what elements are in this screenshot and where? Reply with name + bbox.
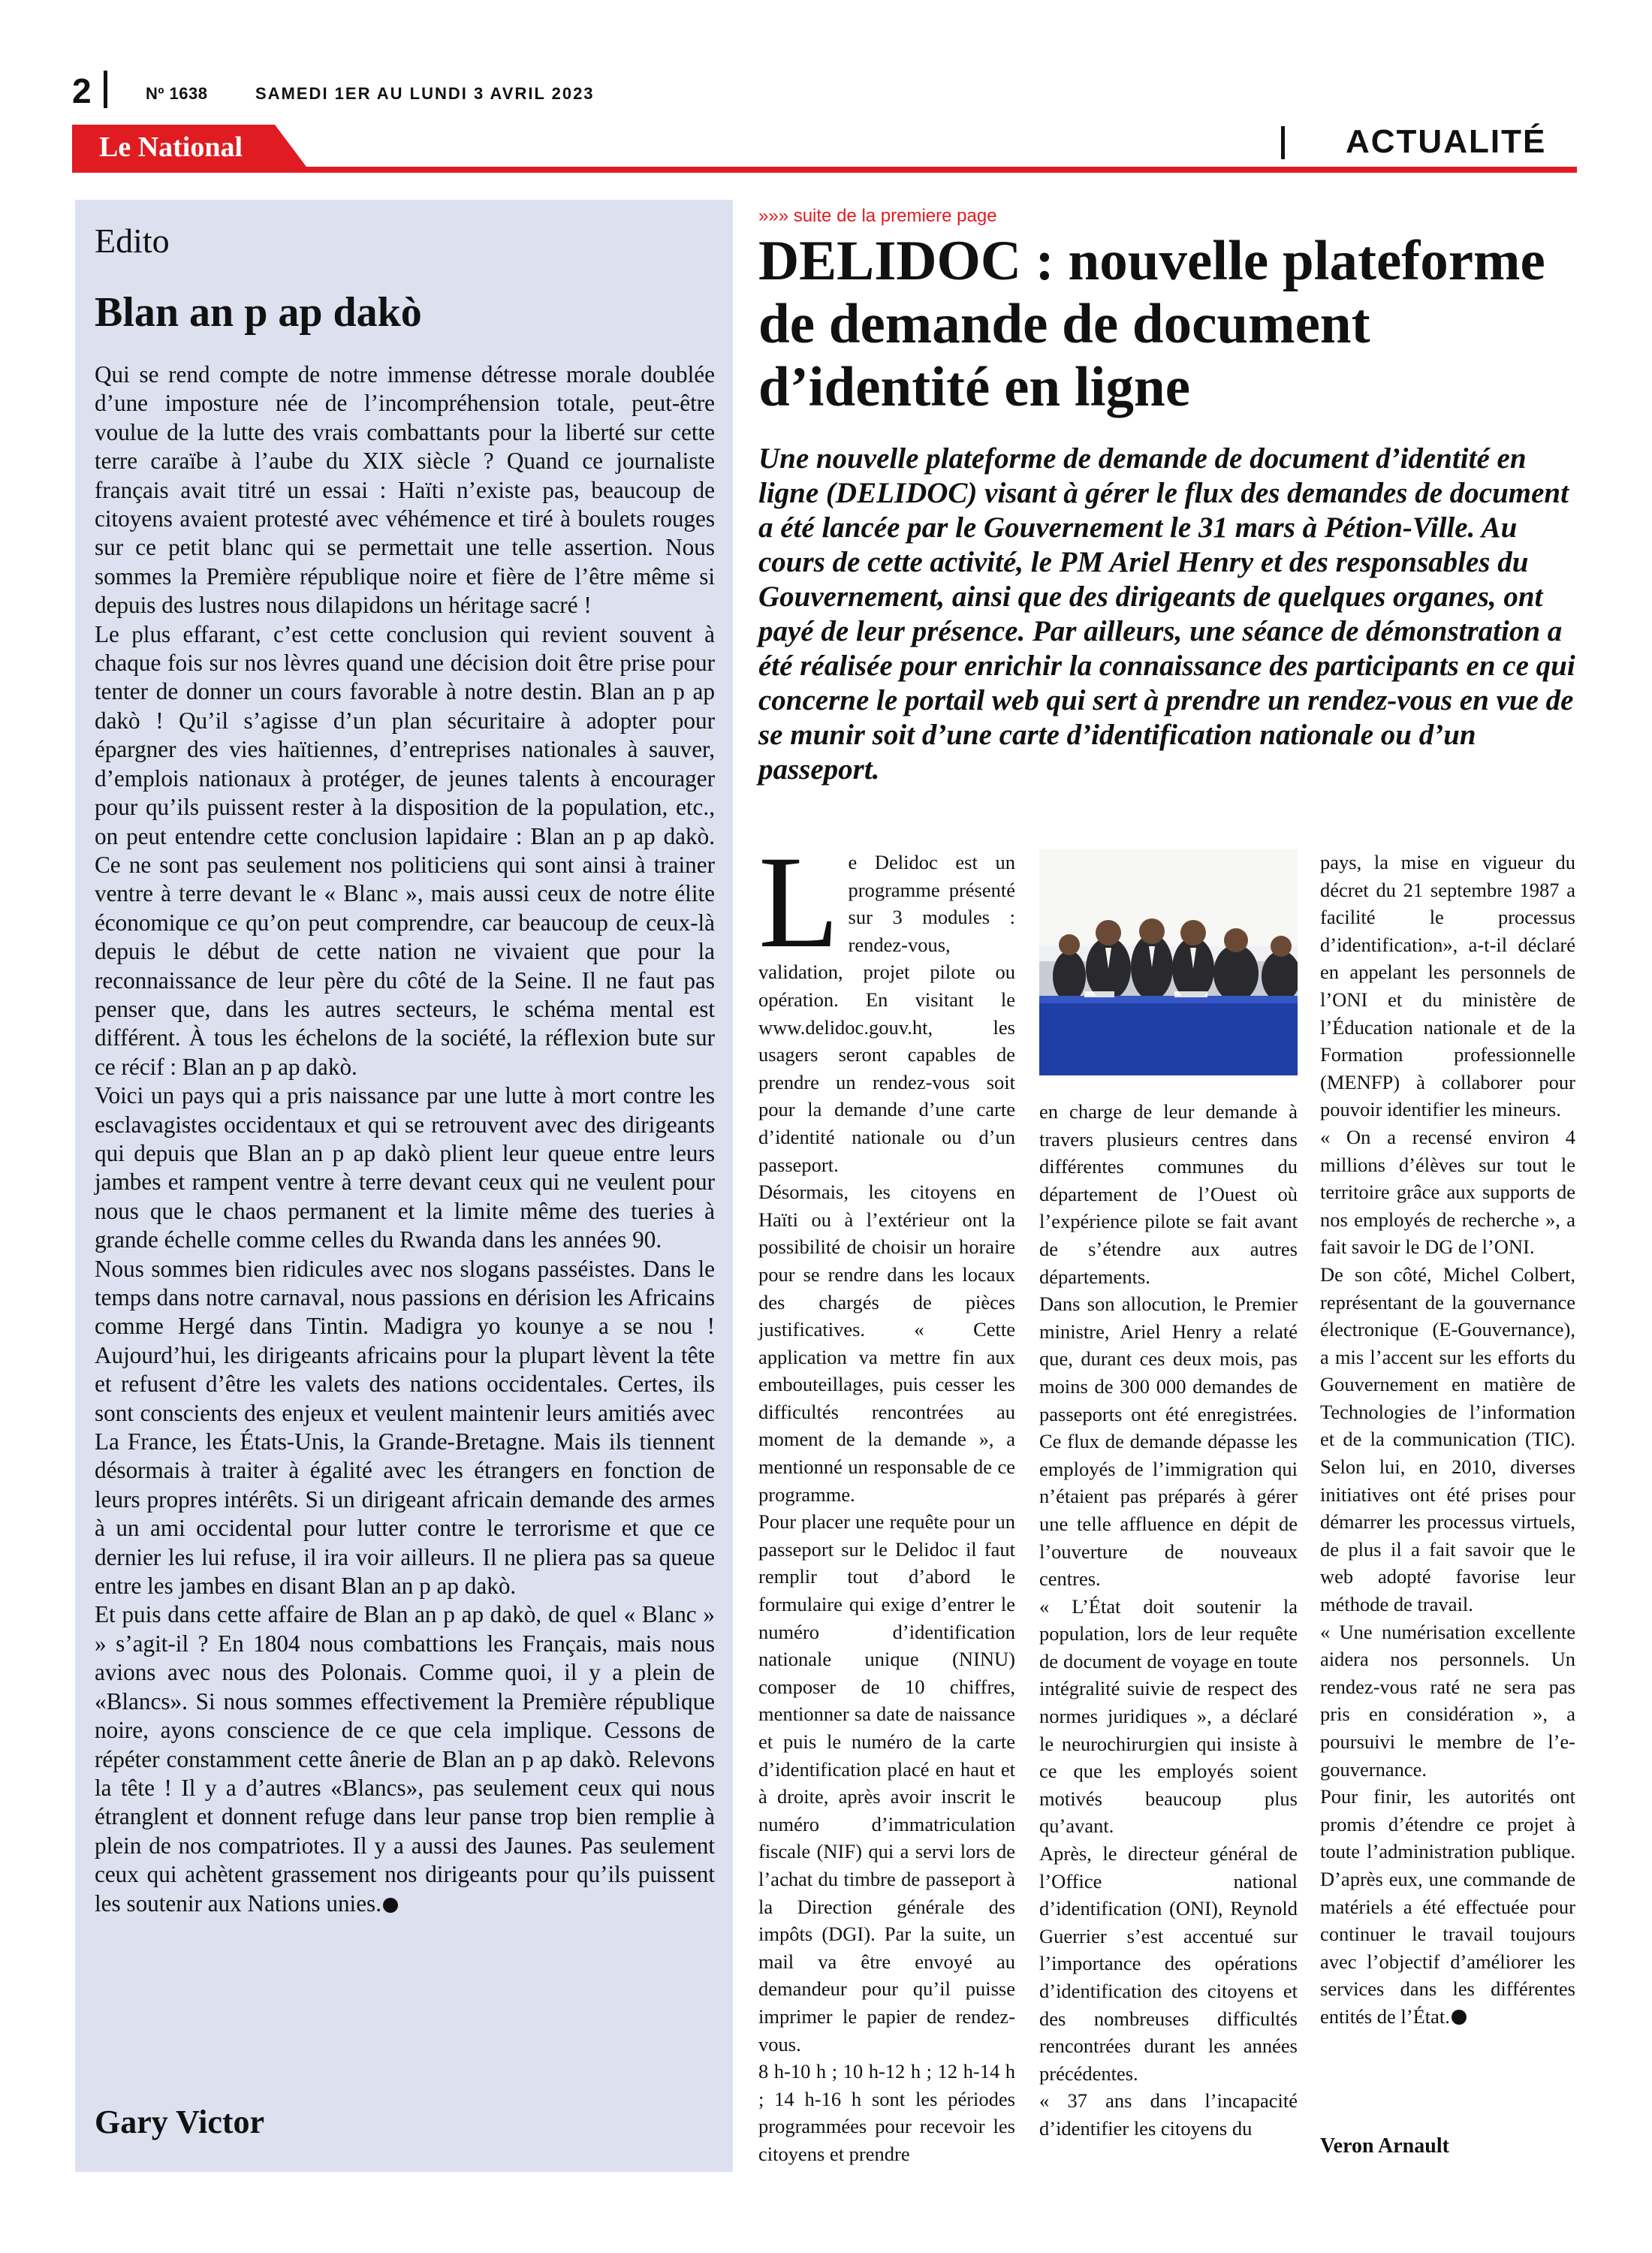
article-paragraph: en charge de leur demande à travers plusieurs centres dans différentes communes du département de l’Ouest où l’expérience pilote se fait avant de s’étendre aux autres départements. [1039, 1100, 1298, 1288]
edito-title: Blan an p ap dakò [95, 289, 422, 336]
edito-author: Gary Victor [95, 2104, 265, 2140]
end-mark-icon [383, 1898, 398, 1913]
article-paragraph: Pour finir, les autorités ont promis d’étendre ce projet à toute l’administration publique. D’après eux, une commande de matériels a été effectuée pour continuer le travail toujours avec l’objectif d’améliorer les services dans les différentes entités de l’État. [1320, 1785, 1575, 2028]
article-headline: DELIDOC : nouvelle plateforme de demande de document d’identité en ligne [758, 230, 1545, 418]
article-column-1 [758, 829, 1015, 2168]
article-paragraph: Pour placer une requête pour un passeport sur le Delidoc il faut remplir tout d’abord le formulaire qui exige d’entrer le numéro d’identification nationale unique (NINU) composer de 10 chiffres, mentionner sa date de naissance et puis le numéro de la carte d’identification placé en haut et à droite, après avoir inscrit le numéro d’immatriculation fiscale (NIF) qui a servi lors de l’achat du timbre de passeport à la Direction générale des impôts (DGI). Par la suite, un mail va être envoyé au demandeur pour qu’il puisse imprimer le papier de rendez-vous. [758, 1510, 1015, 2055]
issue-number: Nº 1638 [146, 84, 208, 103]
continuation-kicker: »»» suite de la premiere page [758, 206, 997, 226]
edito-paragraph: Voici un pays qui a pris naissance par une lutte à mort contre les esclavagistes occidentaux et qui se retrouvent avec des dirigeants qui depuis que Blan an p ap dakò plient leur queue entre leurs jambes et rampent ventre à terre devant ceux qui ne veulent pour nous que le chaos permanent et la limite même des tueries à grande échelle comme celles du Rwanda dans les années 90. [95, 1082, 715, 1253]
end-mark-icon [1452, 2010, 1467, 2025]
article-paragraph: « On a recensé environ 4 millions d’élèves sur tout le territoire grâce aux supports de nos employés de recherche », a fait savoir le DG de l’ONI. [1320, 1125, 1575, 1259]
edito-paragraph: Nous sommes bien ridicules avec nos slogans passéistes. Dans le temps dans notre carnaval, nous passions en dérision les Africains comme Hergé dans Tintin. Madigra yo kounye a se nou ! Aujourd’hui, les dirigeants africains pour la plupart lèvent la tête et refusent d’être les valets des nations occidentales. Certes, ils sont conscients des enjeux et veulent maintenir leurs amitiés avec La France, les États-Unis, la Grande-Bretagne. Mais ils tiennent désormais à traiter à égalité avec les étrangers en fonction de leurs propres intérêts. Si un dirigeant africain demande des armes à un ami occidental pour lutter contre le terrorisme et que ce dernier les lui refuse, il ira voir ailleurs. Il ne pliera pas sa queue entre les jambes en disant Blan an p ap dakò. [95, 1255, 715, 1600]
edito-body [95, 360, 715, 1918]
article-paragraph: e Delidoc est un programme présenté sur 3 modules : rendez-vous, validation, projet pilote ou opération. En visitant le www.delidoc.gouv.ht, les usagers seront capables de prendre un rendez-vous soit pour la demande d’une carte d’identité nationale ou d’un passeport. [758, 851, 1015, 1176]
article-paragraph: Dans son allocution, le Premier ministre, Ariel Henry a relaté que, durant ces deux mois, pas moins de 300 000 demandes de passeports ont été enregistrées. Ce flux de demande dépasse les employés de l’immigration qui n’étaient pas préparés à gérer une telle affluence en dépit de l’ouverture de nouveaux centres. [1039, 1292, 1298, 1591]
article-paragraph: « L’État doit soutenir la population, lors de leur requête de document de voyage en toute intégralité suivie de respect des normes juridiques », a déclaré le neurochirurgien qui insiste à ce que les employés soient motivés beaucoup plus qu’avant. [1039, 1594, 1298, 1838]
article-photo [1039, 849, 1298, 1075]
edito-paragraph: Qui se rend compte de notre immense détresse morale doublée d’une imposture née de l’incompréhension totale, peut-être voulue de la lutte des vrais combattants pour la liberté sur cette terre caraïbe à l’aube du XIX siècle ? Quand ce journaliste français avait titré un essai : Haïti n’existe pas, beaucoup de citoyens avaient protesté avec véhémence et tiré à boulets rouges sur ce petit blanc qui se permettait une telle assertion. Nous sommes la Première république noire et fière de l’être même si depuis des lustres nous dilapidons un héritage sacré ! [95, 361, 715, 619]
edito-paragraph: Le plus effarant, c’est cette conclusion qui revient souvent à chaque fois sur nos lèvres quand une décision doit être prise pour tenter de donner un cours favorable à notre destin. Blan an p ap dakò ! Qu’il s’agisse d’un plan sécuritaire à adopter pour épargner des vies haïtiennes, d’entreprises nationales à sauver, d’emplois nationaux à protéger, de jeunes talents à encourager pour qu’ils puissent rester à la disposition de la population, etc., on peut entendre cette conclusion lapidaire : Blan an p ap dakò. Ce ne sont pas seulement nos politiciens qui sont ainsi à trainer ventre à terre devant le « Blanc », mais aussi ceux de notre élite économique ce qu’on peut comprendre, car beaucoup de ceux-là depuis le début de cette nation ne vivaient que pour la reconnaissance de leur père du côté de la Seine. Il ne faut pas penser que, dans les autres secteurs, le schéma mental est différent. À tous les échelons de la société, la réflexion bute sur ce récif : Blan an p ap dakò. [95, 620, 715, 1080]
edito-label: Edito [95, 222, 170, 260]
header-rule [72, 167, 1577, 173]
article-paragraph: « Une numérisation excellente aidera nos personnels. Un rendez-vous raté ne sera pas pris en considération », a poursuivi le membre de l’e-gouvernance. [1320, 1620, 1575, 1781]
brand-name: Le National [99, 131, 243, 163]
article-column-2 [1039, 1098, 1298, 2143]
page-number-divider [104, 71, 107, 108]
section-divider [1281, 126, 1285, 159]
article-paragraph: 8 h-10 h ; 10 h-12 h ; 12 h-14 h ; 14 h-16 h sont les périodes programmées pour recevoir les citoyens et prendre [758, 2060, 1015, 2165]
section-title: ACTUALITÉ [1346, 123, 1547, 160]
article-paragraph: « 37 ans dans l’incapacité d’identifier les citoyens du [1039, 2089, 1298, 2140]
officials-table-photo-icon [1039, 849, 1298, 1075]
article-paragraph: Désormais, les citoyens en Haïti ou à l’extérieur ont la possibilité de choisir un horaire pour se rendre dans les locaux des chargés de pièces justificatives. « Cette application va mettre fin aux embouteillages, puis cesser les difficultés rencontrées au moment de la demande », a mentionné un responsable de ce programme. [758, 1181, 1015, 1506]
article-paragraph: Après, le directeur général de l’Office national d’identification (ONI), Reynold Guerrier s’est accentué sur l’importance des opérations d’identification des citoyens et des nombreuses difficultés rencontrées durant les années précédentes. [1039, 1842, 1298, 2085]
drop-cap: L [758, 829, 840, 976]
article-author: Veron Arnault [1320, 2134, 1449, 2158]
article-paragraph: pays, la mise en vigueur du décret du 21 septembre 1987 a facilité le processus d’identification», a-t-il déclaré en appelant les personnels de l’ONI et du ministère de l’Éducation nationale et de la Formation professionnelle (MENFP) à collaborer pour pouvoir identifier les mineurs. [1320, 851, 1575, 1121]
issue-date: SAMEDI 1ER AU LUNDI 3 AVRIL 2023 [255, 84, 595, 103]
article-paragraph: De son côté, Michel Colbert, représentant de la gouvernance électronique (E-Gouvernance), a mis l’accent sur les efforts du Gouvernement en matière de Technologies de l’information et de la communication (TIC). Selon lui, en 2010, diverses initiatives ont été prises pour démarrer les processus virtuels, de plus il a fait savoir que le web adopté favorise leur méthode de travail. [1320, 1262, 1575, 1616]
article-column-3 [1320, 849, 1575, 2031]
page-number: 2 [72, 71, 92, 110]
article-lede: Une nouvelle plateforme de demande de document d’identité en ligne (DELIDOC) visant à gérer le flux des demandes de document a été lancée par le Gouvernement le 31 mars à Pétion-Ville. Au cours de cette activité, le PM Ariel Henry et des responsables du Gouvernement, ainsi que des dirigeants de quelques organes, ont payé de leur présence. Par ailleurs, une séance de démonstration a été réalisée pour enrichir la connaissance des participants en ce qui concerne le portail web qui sert à prendre un rendez-vous en vue de se munir soit d’une carte d’identification nationale ou d’un passeport. [758, 442, 1575, 786]
edito-paragraph: Et puis dans cette affaire de Blan an p ap dakò, de quel « Blanc » » s’agit-il ? En 1804 nous combattions les Français, mais nous avions avec nous des Polonais. Comme quoi, il y a plein de «Blancs». Si nous sommes effectivement la Première république noire, ayons conscience de ce que cela implique. Cessons de répéter constamment cette ânerie de Blan an p ap dakò. Relevons la tête ! Il y a d’autres «Blancs», pas seulement ceux qui nous étranglent et donnent refuge dans leur panse trop bien remplie à plein de nos compatriotes. Il y a aussi des Jaunes. Pas seulement ceux qui achètent grassement nos dirigeants pour qu’ils puissent les soutenir aux Nations unies. [95, 1601, 715, 1917]
